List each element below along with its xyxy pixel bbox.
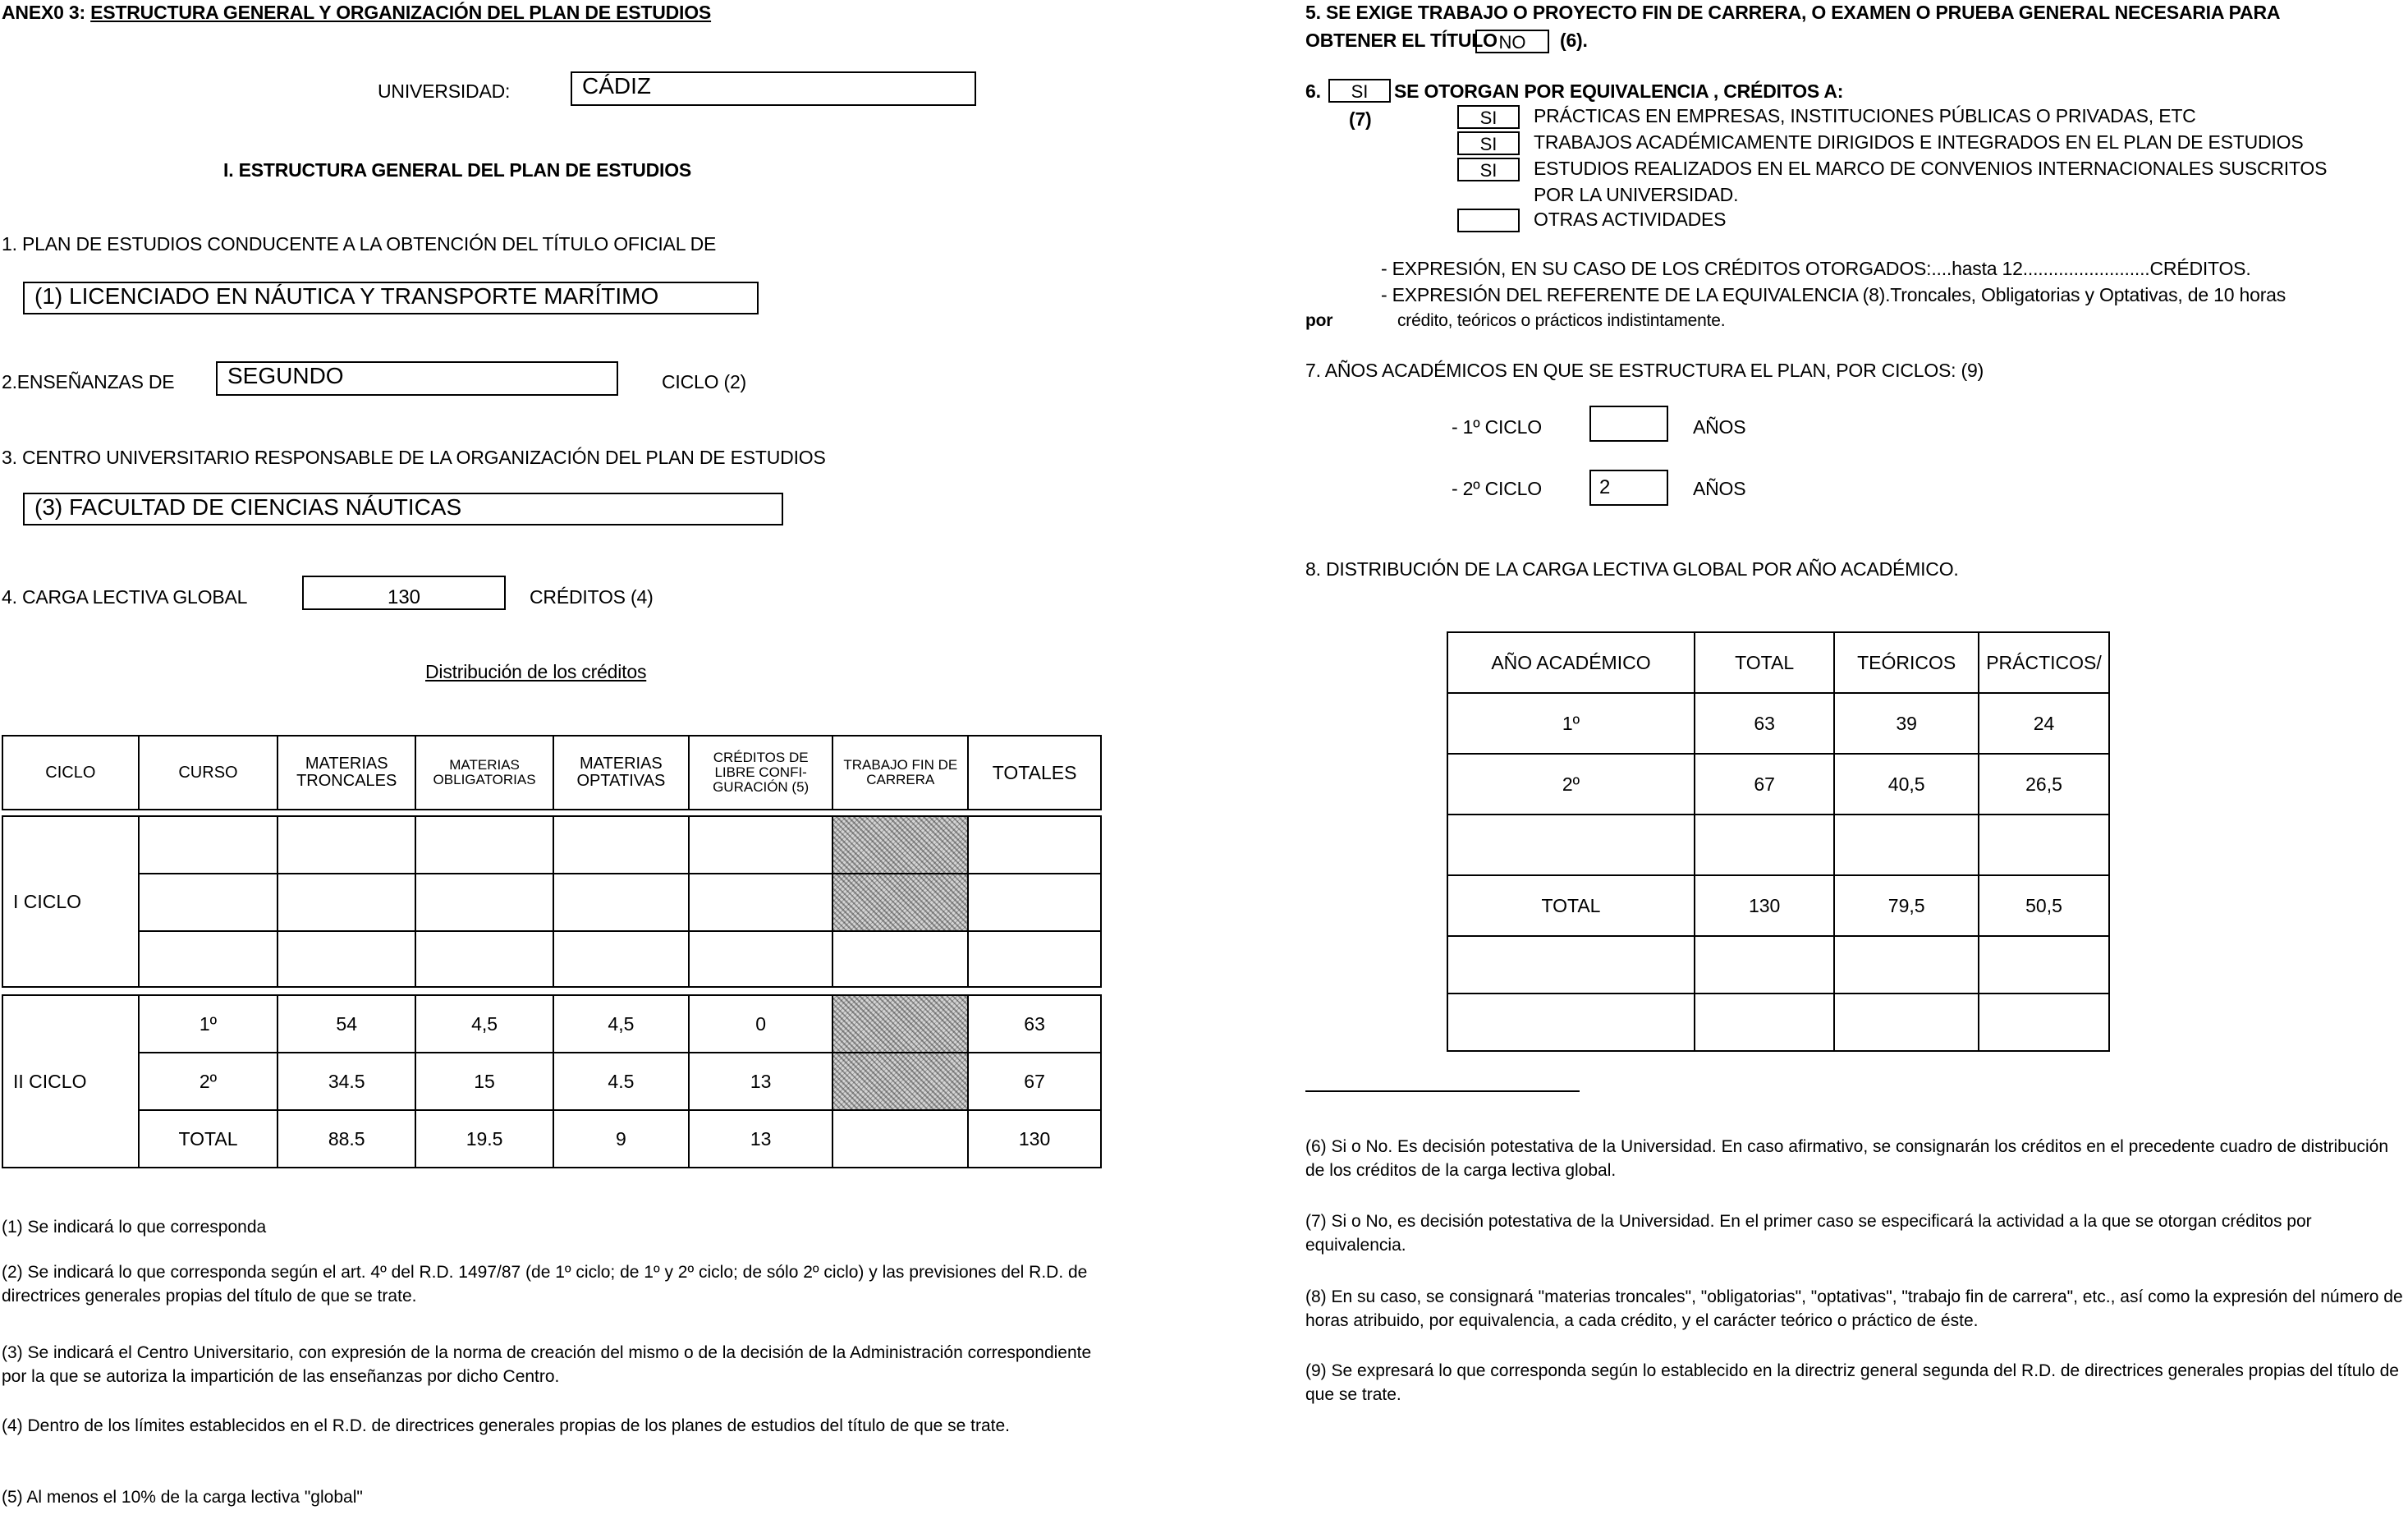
row1-trabajo [832, 995, 968, 1053]
item5-line1: 5. SE EXIGE TRABAJO O PROYECTO FIN DE CARRERA, O EXAMEN O PRUEBA GENERAL NECESARIA PARA [1305, 2, 2281, 23]
year-distribution-table [1447, 631, 2110, 1052]
item6-number: 6. [1305, 80, 1321, 102]
hatched-cell [832, 874, 968, 931]
table-row [1447, 693, 2109, 754]
header-ano-academico: AÑO ACADÉMICO [1447, 632, 1695, 693]
credit-table-header [2, 736, 1101, 810]
footnote-separator [1305, 1090, 1580, 1092]
equivalence-label-3-cont: POR LA UNIVERSIDAD. [1534, 184, 1739, 205]
footnote-6: (6) Si o No. Es decisión potestativa de la Universidad. En caso afirmativo, se consignarán los créditos en el precedente cuadro de distribución de los créditos de la carga lectiva global. [1305, 1137, 2389, 1180]
table-cell [968, 816, 1101, 874]
total-curso: TOTAL [139, 1110, 278, 1168]
table-row [1447, 815, 2109, 875]
total-obligatorias: 19.5 [415, 1110, 553, 1168]
table-cell [553, 931, 689, 987]
total-cell [1695, 936, 1834, 994]
center-field: (3) FACULTAD DE CIENCIAS NÁUTICAS [23, 493, 783, 525]
teoricos-cell [1834, 936, 1979, 994]
practicos-cell: 24 [1979, 693, 2109, 754]
teoricos-cell [1834, 994, 1979, 1051]
practicos-cell: 26,5 [1979, 754, 2109, 815]
table-cell [139, 874, 278, 931]
equivalence-box-2: SI [1457, 131, 1520, 155]
total-cell: 67 [1695, 754, 1834, 815]
year-cell: 1º [1447, 693, 1695, 754]
table-spacer-row [2, 987, 1101, 995]
total-cell: 63 [1695, 693, 1834, 754]
row1-libre: 0 [689, 995, 833, 1053]
annex-title: ESTRUCTURA GENERAL Y ORGANIZACIÓN DEL PLAN DE ESTUDIOS [90, 2, 712, 23]
row2-curso: 2º [139, 1053, 278, 1110]
row1-totales: 63 [968, 995, 1101, 1053]
practicos-cell [1979, 936, 2109, 994]
item4-suffix: CRÉDITOS (4) [530, 586, 654, 608]
equivalence-label-4: OTRAS ACTIVIDADES [1534, 209, 1727, 230]
row1-curso: 1º [139, 995, 278, 1053]
cycle2-years-unit: AÑOS [1693, 478, 1746, 499]
cycle1-row-2 [2, 874, 1101, 931]
equivalence-por: por [1305, 311, 1333, 330]
global-load-field: 130 [302, 576, 506, 610]
item8-label: 8. DISTRIBUCIÓN DE LA CARGA LECTIVA GLOBAL POR AÑO ACADÉMICO. [1305, 558, 1959, 580]
cycle2-label: II CICLO [2, 995, 139, 1168]
footnote-3: (3) Se indicará el Centro Universitario, con expresión de la norma de creación del mismo o de la decisión de la Administración correspondiente por la que se autoriza la impartición de las enseñanzas por dicho Centro. [2, 1343, 1092, 1386]
footnote-2: (2) Se indicará lo que corresponda según el art. 4º del R.D. 1497/87 (de 1º ciclo; de 1º y 2º ciclo; de sólo 2º ciclo) y las previsiones del R.D. de directrices generales propias del título de que se trate. [2, 1263, 1088, 1306]
total-optativas: 9 [553, 1110, 689, 1168]
cycle2-total-row [2, 1110, 1101, 1168]
degree-title-field: (1) LICENCIADO EN NÁUTICA Y TRANSPORTE MARÍTIMO [23, 282, 759, 314]
table-row [1447, 875, 2109, 936]
header-libre-configuracion: CRÉDITOS DE LIBRE CONFI- GURACIÓN (5) [689, 736, 833, 810]
cycle1-row-1 [2, 816, 1101, 874]
table-spacer-row [2, 810, 1101, 816]
item5-line2: OBTENER EL TÍTULO [1305, 30, 1498, 51]
year-cell: 2º [1447, 754, 1695, 815]
row1-troncales: 54 [277, 995, 415, 1053]
table-cell [689, 816, 833, 874]
university-label: UNIVERSIDAD: [378, 80, 511, 102]
table-cell [277, 874, 415, 931]
item4-label: 4. CARGA LECTIVA GLOBAL [2, 586, 248, 608]
total-totales: 130 [968, 1110, 1101, 1168]
table-cell [277, 931, 415, 987]
table-row [1447, 754, 2109, 815]
cycle1-years-unit: AÑOS [1693, 416, 1746, 438]
item1-label: 1. PLAN DE ESTUDIOS CONDUCENTE A LA OBTENCIÓN DEL TÍTULO OFICIAL DE [2, 233, 717, 255]
cycle1-years-field [1589, 406, 1668, 442]
year-cell [1447, 994, 1695, 1051]
table-cell [277, 816, 415, 874]
annex-heading [2, 2, 711, 24]
table-cell [415, 874, 553, 931]
year-table-header [1447, 632, 2109, 693]
table-cell [139, 931, 278, 987]
teoricos-cell: 39 [1834, 693, 1979, 754]
table-cell [139, 816, 278, 874]
table-row [1447, 936, 2109, 994]
teoricos-cell [1834, 815, 1979, 875]
teoricos-cell: 40,5 [1834, 754, 1979, 815]
cycle-field: SEGUNDO [216, 361, 618, 396]
header-ciclo: CICLO [2, 736, 139, 810]
item7-label: 7. AÑOS ACADÉMICOS EN QUE SE ESTRUCTURA EL PLAN, POR CICLOS: (9) [1305, 360, 1984, 381]
header-optativas: MATERIAS OPTATIVAS [553, 736, 689, 810]
table-cell [689, 874, 833, 931]
cycle2-row-2 [2, 1053, 1101, 1110]
header-practicos: PRÁCTICOS/ [1979, 632, 2109, 693]
footnote-1: (1) Se indicará lo que corresponda [2, 1218, 267, 1237]
header-obligatorias: MATERIAS OBLIGATORIAS [415, 736, 553, 810]
teoricos-cell: 79,5 [1834, 875, 1979, 936]
equivalence-label-1: PRÁCTICAS EN EMPRESAS, INSTITUCIONES PÚBLICAS O PRIVADAS, ETC [1534, 105, 2196, 126]
total-cell [1695, 994, 1834, 1051]
item2-suffix: CICLO (2) [662, 371, 746, 392]
year-cell: TOTAL [1447, 875, 1695, 936]
credits-expression: - EXPRESIÓN, EN SU CASO DE LOS CRÉDITOS OTORGADOS:....hasta 12.........................CRÉDITOS. [1381, 258, 2251, 279]
row2-trabajo [832, 1053, 968, 1110]
hatched-cell [832, 816, 968, 874]
item6-answer-box: SI [1328, 79, 1391, 103]
equivalence-reference: - EXPRESIÓN DEL REFERENTE DE LA EQUIVALENCIA (8).Troncales, Obligatorias y Optativas, de 10 horas [1381, 284, 2286, 305]
table-row [1447, 994, 2109, 1051]
item5-suffix: (6). [1560, 30, 1588, 51]
item3-label: 3. CENTRO UNIVERSITARIO RESPONSABLE DE LA ORGANIZACIÓN DEL PLAN DE ESTUDIOS [2, 447, 826, 468]
cycle2-years-field: 2 [1589, 470, 1668, 506]
row2-optativas: 4.5 [553, 1053, 689, 1110]
table-cell [553, 816, 689, 874]
annex-label: ANEX0 3: [2, 2, 91, 23]
header-totales: TOTALES [968, 736, 1101, 810]
header-total: TOTAL [1695, 632, 1834, 693]
table-cell [415, 816, 553, 874]
cycle2-years-label: - 2º CICLO [1452, 478, 1542, 499]
credit-distribution-table [2, 735, 1102, 1168]
item2-label: 2.ENSEÑANZAS DE [2, 371, 175, 392]
cycle1-label: I CICLO [2, 816, 139, 987]
row2-obligatorias: 15 [415, 1053, 553, 1110]
table-cell [689, 931, 833, 987]
table-cell [968, 931, 1101, 987]
footnote-4: (4) Dentro de los límites establecidos en el R.D. de directrices generales propias de los planes de estudios del título de que se trate. [2, 1416, 1011, 1435]
footnote-5: (5) Al menos el 10% de la carga lectiva "global" [2, 1488, 363, 1507]
table-cell [968, 874, 1101, 931]
header-trabajo-fin: TRABAJO FIN DE CARRERA [832, 736, 968, 810]
header-troncales: MATERIAS TRONCALES [277, 736, 415, 810]
year-cell [1447, 815, 1695, 875]
row2-troncales: 34.5 [277, 1053, 415, 1110]
row1-optativas: 4,5 [553, 995, 689, 1053]
cycle1-years-label: - 1º CICLO [1452, 416, 1542, 438]
spacer-cell [2, 810, 1101, 816]
practicos-cell [1979, 815, 2109, 875]
total-cell [1695, 815, 1834, 875]
item6-note: (7) [1349, 108, 1372, 130]
row1-obligatorias: 4,5 [415, 995, 553, 1053]
total-troncales: 88.5 [277, 1110, 415, 1168]
practicos-cell: 50,5 [1979, 875, 2109, 936]
equivalence-box-4 [1457, 209, 1520, 232]
equivalence-box-1: SI [1457, 105, 1520, 129]
total-libre: 13 [689, 1110, 833, 1168]
total-trabajo [832, 1110, 968, 1168]
total-cell: 130 [1695, 875, 1834, 936]
header-curso: CURSO [139, 736, 278, 810]
equivalence-reference-cont: crédito, teóricos o prácticos indistintamente. [1397, 311, 1726, 330]
footnote-7: (7) Si o No, es decisión potestativa de la Universidad. En el primer caso se especificará la actividad a la que se otorgan créditos por equivalencia. [1305, 1212, 2312, 1255]
row2-libre: 13 [689, 1053, 833, 1110]
cycle1-row-3 [2, 931, 1101, 987]
item5-answer-box: NO [1475, 30, 1549, 53]
university-field: CÁDIZ [571, 71, 976, 106]
item6-label: SE OTORGAN POR EQUIVALENCIA , CRÉDITOS A: [1394, 80, 1844, 102]
cycle2-row-1 [2, 995, 1101, 1053]
footnote-9: (9) Se expresará lo que corresponda según lo establecido en la directriz general segunda del R.D. de directrices generales propias del título de que se trate. [1305, 1361, 2399, 1404]
equivalence-label-2: TRABAJOS ACADÉMICAMENTE DIRIGIDOS E INTEGRADOS EN EL PLAN DE ESTUDIOS [1534, 131, 2304, 153]
distribution-title: Distribución de los créditos [425, 661, 647, 682]
equivalence-label-3: ESTUDIOS REALIZADOS EN EL MARCO DE CONVENIOS INTERNACIONALES SUSCRITOS [1534, 158, 2328, 179]
year-cell [1447, 936, 1695, 994]
spacer-cell [2, 987, 1101, 995]
footnote-8: (8) En su caso, se consignará "materias troncales", "obligatorias", "optativas", "trabajo fin de carrera", etc., así como la expresión del número de horas atribuido, por equivalencia, a cada crédito, y el carácter teórico o práctico de éste. [1305, 1287, 2403, 1330]
table-cell [553, 874, 689, 931]
equivalence-box-3: SI [1457, 158, 1520, 181]
header-teoricos: TEÓRICOS [1834, 632, 1979, 693]
table-cell [415, 931, 553, 987]
table-cell [832, 931, 968, 987]
practicos-cell [1979, 994, 2109, 1051]
section-heading: I. ESTRUCTURA GENERAL DEL PLAN DE ESTUDIOS [223, 159, 692, 181]
row2-totales: 67 [968, 1053, 1101, 1110]
